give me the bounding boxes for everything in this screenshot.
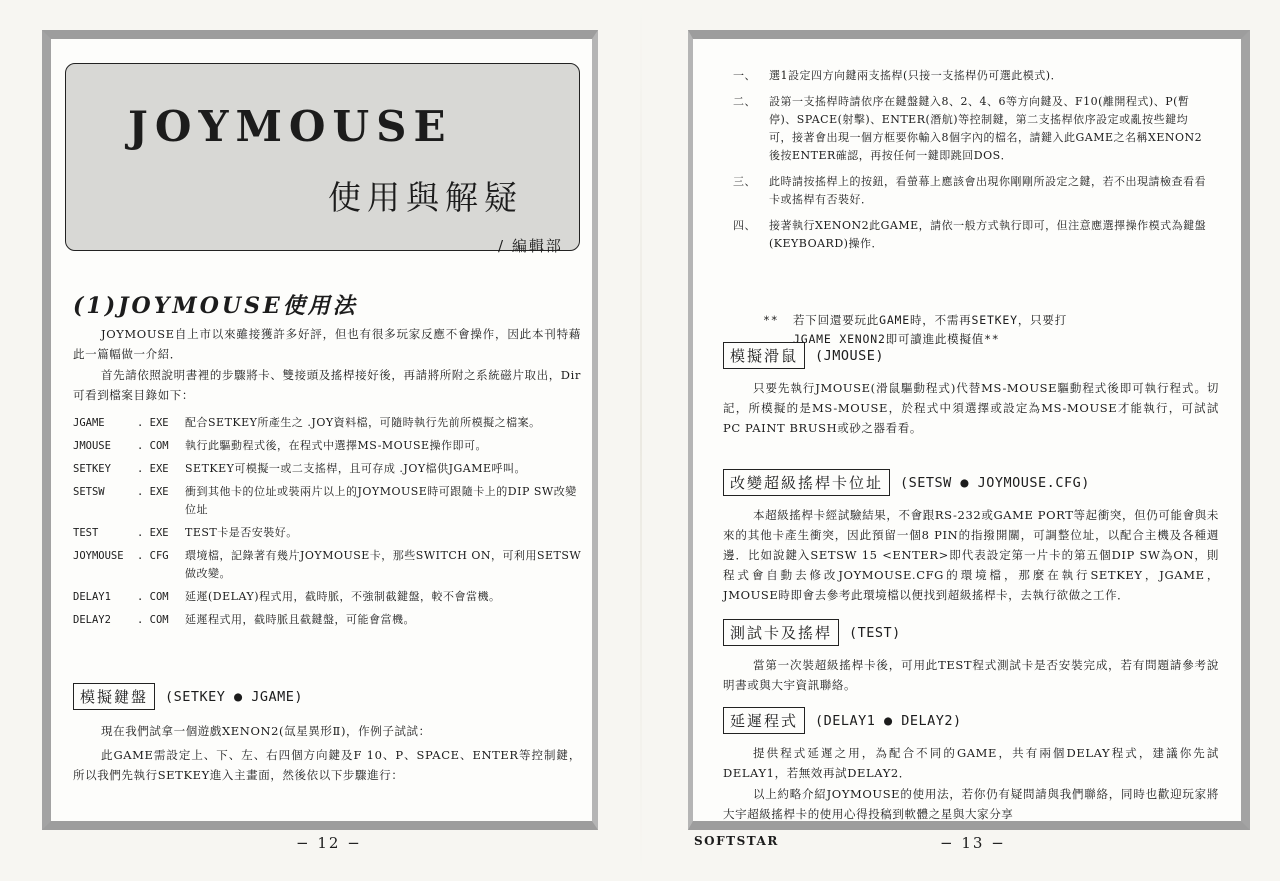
step-item: [733, 67, 1211, 85]
file-desc: 配合SETKEY所產生之 .JOY資料檔，可隨時執行先前所模擬之檔案。: [185, 416, 541, 429]
page-right: [688, 30, 1250, 830]
mouse-paragraph: 只要先執行JMOUSE(滑鼠驅動程式)代替MS-MOUSE驅動程式後即可執行程式。切記，所模擬的是MS-MOUSE，於程式中須選擇或設定為MS-MOUSE才能執行，可試試PC PAINT BRUSH或砂之器看看。: [723, 381, 1219, 435]
file-name: SETKEY: [73, 463, 111, 475]
file-list: [73, 414, 583, 634]
file-desc: 環境檔，記錄著有幾片JOYMOUSE卡，那些SWITCH ON，可利用SETSW做改變。: [185, 549, 582, 580]
file-row: [73, 611, 583, 629]
delay-paragraph: 提供程式延遲之用，為配合不同的GAME，共有兩個DELAY程式，建議你先試DELAY1，若無效再試DELAY2．: [723, 746, 1219, 780]
file-desc: SETKEY可模擬一或二支搖桿，且可存成 .JOY檔供JGAME呼叫。: [185, 462, 527, 475]
file-name: JOYMOUSE: [73, 550, 124, 562]
title-english: JOYMOUSE: [128, 102, 453, 151]
file-row: [73, 547, 583, 583]
file-row: [73, 414, 583, 432]
note-stars: **: [763, 313, 779, 327]
file-row: [73, 524, 583, 542]
file-name: JMOUSE: [73, 440, 111, 452]
step-text: 接著執行XENON2此GAME，請依一般方式執行即可，但注意應選擇操作模式為鍵盤(KEYBOARD)操作．: [769, 219, 1207, 250]
subhead-delay: [723, 707, 962, 734]
intro-paragraph-2: 首先請依照說明書裡的步驟將卡、雙接頭及搖桿接好後，再請將所附之系統磁片取出，Dir可看到檔案目錄如下：: [73, 368, 581, 402]
file-ext: . COM: [137, 591, 169, 603]
file-name: DELAY2: [73, 614, 111, 626]
spine-fold: [640, 0, 642, 881]
title-box: [65, 63, 580, 255]
intro-paragraph-1: JOYMOUSE自上市以來雖接獲許多好評，但也有很多玩家反應不會操作，因此本刊特藉此一篇幅做一介紹．: [73, 327, 581, 361]
note-line-2: JGAME XENON2即可讀進此模擬值**: [793, 332, 1000, 346]
file-ext: . EXE: [137, 527, 169, 539]
page-left: [42, 30, 598, 830]
file-ext: . EXE: [137, 463, 169, 475]
subhead-english: (SETSW ● JOYMOUSE.CFG): [900, 474, 1090, 491]
subhead-keyboard-emulation: [73, 683, 303, 710]
step-text: 設第一支搖桿時請依序在鍵盤鍵入8、2、4、6等方向鍵及、F10(離開程式)、P(暫停)、SPACE(射擊)、ENTER(潛航)等控制鍵，第二支搖桿依序設定或亂按些鍵均可，接著會出現一個方框要你輸入8個字內的檔名，請鍵入此GAME之名稱XENON2後按ENTER確認，再按任何一鍵即跳回DOS．: [769, 95, 1203, 162]
subhead-english: (JMOUSE): [815, 347, 885, 364]
subhead-mouse-emulation: [723, 342, 884, 369]
file-desc: 執行此驅動程式後，在程式中選擇MS-MOUSE操作即可。: [185, 439, 488, 452]
subhead-test: [723, 619, 901, 646]
page-number-right: − 13 −: [940, 834, 1006, 852]
file-row: [73, 588, 583, 606]
test-paragraph: 當第一次裝超級搖桿卡後，可用此TEST程式測試卡是否安裝完成，若有問題請參考說明書或與大宇資訊聯絡。: [723, 658, 1219, 692]
step-list: [733, 67, 1211, 261]
subhead-boxed-label: 延遲程式: [723, 707, 805, 734]
file-desc: TEST卡是否安裝好。: [185, 526, 298, 539]
closing-paragraph: 以上約略介紹JOYMOUSE的使用法，若你仍有疑問請與我們聯絡，同時也歡迎玩家將大宇超級搖桿卡的使用心得投稿到軟體之星與大家分享: [723, 787, 1219, 821]
step-text: 此時請按搖桿上的按鈕，看螢幕上應該會出現你剛剛所設定之鍵，若不出現請檢查看看卡或搖桿有否裝好．: [769, 175, 1206, 206]
step-number: 三、: [733, 175, 756, 188]
title-chinese: 使用與解疑: [328, 178, 523, 217]
subhead-change-address: [723, 469, 1090, 496]
subhead-english: (DELAY1 ● DELAY2): [815, 712, 962, 729]
file-name: SETSW: [73, 486, 105, 498]
file-row: [73, 437, 583, 455]
subhead-boxed-label: 測試卡及搖桿: [723, 619, 839, 646]
file-desc: 延遲(DELAY)程式用，截時脈，不強制截鍵盤，較不會當機。: [185, 590, 501, 603]
file-ext: . COM: [137, 614, 169, 626]
section-title: (1)JOYMOUSE使用法: [73, 293, 358, 319]
step-item: [733, 93, 1211, 165]
file-name: JGAME: [73, 417, 105, 429]
footer-softstar: SOFTSTAR: [694, 834, 779, 848]
address-paragraph: 本超級搖桿卡經試驗結果，不會跟RS-232或GAME PORT等起衝突，但仍可能會與未來的其他卡產生衝突，因此預留一個8 PIN的指撥開關，可調整位址，以配合主機及各種週邊．比如說鍵入SETSW 15 <ENTER>即代表設定第一片卡的第五個DIP SW為ON，則程式會自動去修改JOYMOUSE.CFG的環境檔，那麼在執行SETKEY，JGAME，JMOUSE時即會去參考此環境檔以便找到超級搖桿卡，去執行欲做之工作．: [723, 508, 1219, 602]
step-number: 一、: [733, 69, 756, 82]
file-ext: . EXE: [137, 486, 169, 498]
subhead-boxed-label: 改變超級搖桿卡位址: [723, 469, 890, 496]
keyboard-paragraph-2: 此GAME需設定上、下、左、右四個方向鍵及F 10、P、SPACE、ENTER等控制鍵，所以我們先執行SETKEY進入主畫面，然後依以下步驟進行：: [73, 748, 581, 782]
byline: / 編輯部: [498, 237, 563, 255]
subhead-boxed-label: 模擬滑鼠: [723, 342, 805, 369]
file-ext: . CFG: [137, 550, 169, 562]
subhead-english: (SETKEY ● JGAME): [165, 688, 304, 705]
file-ext: . EXE: [137, 417, 169, 429]
step-item: [733, 173, 1211, 209]
file-ext: . COM: [137, 440, 169, 452]
step-item: [733, 217, 1211, 253]
file-row: [73, 483, 583, 519]
file-name: TEST: [73, 527, 99, 539]
step-number: 四、: [733, 219, 756, 232]
file-desc: 延遲程式用，截時脈且截鍵盤，可能會當機。: [185, 613, 415, 626]
step-text: 選1設定四方向鍵兩支搖桿(只接一支搖桿仍可選此模式)．: [769, 69, 1063, 82]
note-line-1: 若下回還要玩此GAME時，不需再SETKEY，只要打: [793, 313, 1068, 327]
subhead-english: (TEST): [849, 624, 901, 641]
keyboard-paragraph-1: 現在我們試拿一個遊戲XENON2(氙星異形Ⅱ)，作例子試試：: [101, 724, 431, 738]
file-desc: 衝到其他卡的位址或裝兩片以上的JOYMOUSE時可跟隨卡上的DIP SW改變位址: [185, 485, 577, 516]
subhead-boxed-label: 模擬鍵盤: [73, 683, 155, 710]
file-name: DELAY1: [73, 591, 111, 603]
step-number: 二、: [733, 95, 756, 108]
page-number-left: − 12 −: [296, 834, 362, 852]
file-row: [73, 460, 583, 478]
